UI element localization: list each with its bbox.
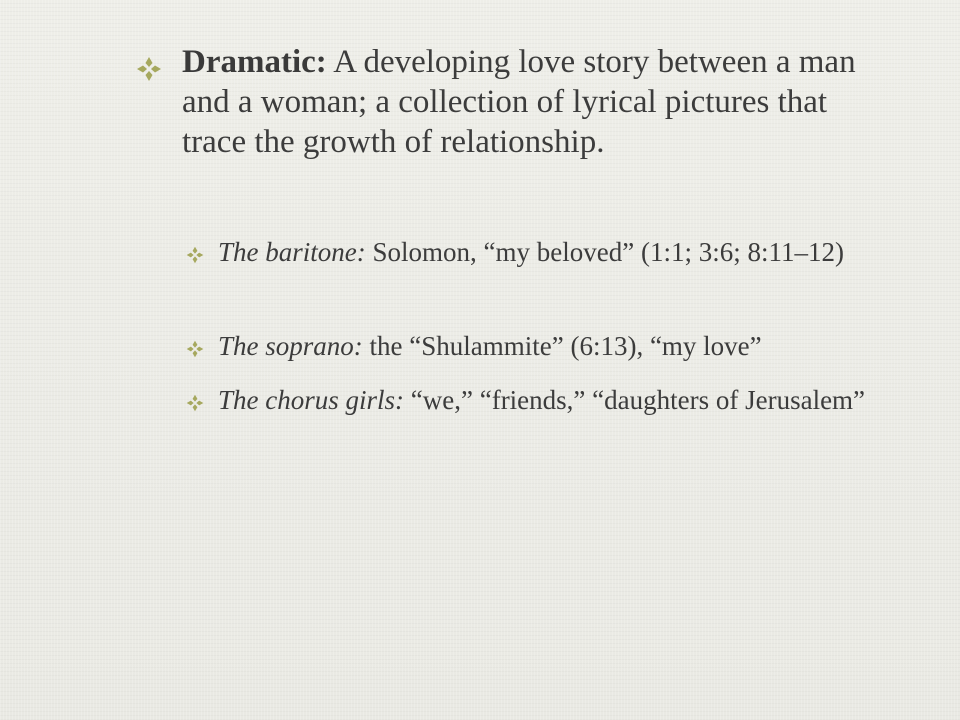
- sub-bullet-term: The chorus girls:: [218, 385, 405, 415]
- main-bullet: [136, 42, 896, 162]
- sub-bullet-text: [218, 330, 868, 362]
- main-bullet-text: [182, 42, 872, 162]
- bullet-diamond-icon: [136, 56, 162, 82]
- sub-bullet-body: Solomon, “my beloved” (1:1; 3:6; 8:11–12): [372, 237, 844, 267]
- sub-bullet-text: [218, 384, 868, 416]
- bullet-diamond-icon: [186, 340, 204, 358]
- sub-bullet-soprano: [186, 330, 886, 362]
- bullet-diamond-icon: [186, 394, 204, 412]
- sub-bullet-text: [218, 236, 868, 268]
- sub-bullet-body: “we,” “friends,” “daughters of Jerusalem”: [410, 385, 866, 415]
- sub-bullet-chorus: [186, 384, 886, 416]
- main-bullet-body: A developing love story between a man and a woman; a collection of lyrical pictures that trace the growth of relationship.: [182, 44, 856, 160]
- bullet-diamond-icon: [186, 246, 204, 264]
- sub-bullet-body: the “Shulammite” (6:13), “my love”: [369, 331, 762, 361]
- sub-bullet-term: The soprano:: [218, 331, 363, 361]
- sub-bullet-baritone: [186, 236, 886, 268]
- main-bullet-term: Dramatic:: [182, 44, 327, 80]
- sub-bullet-term: The baritone:: [218, 237, 366, 267]
